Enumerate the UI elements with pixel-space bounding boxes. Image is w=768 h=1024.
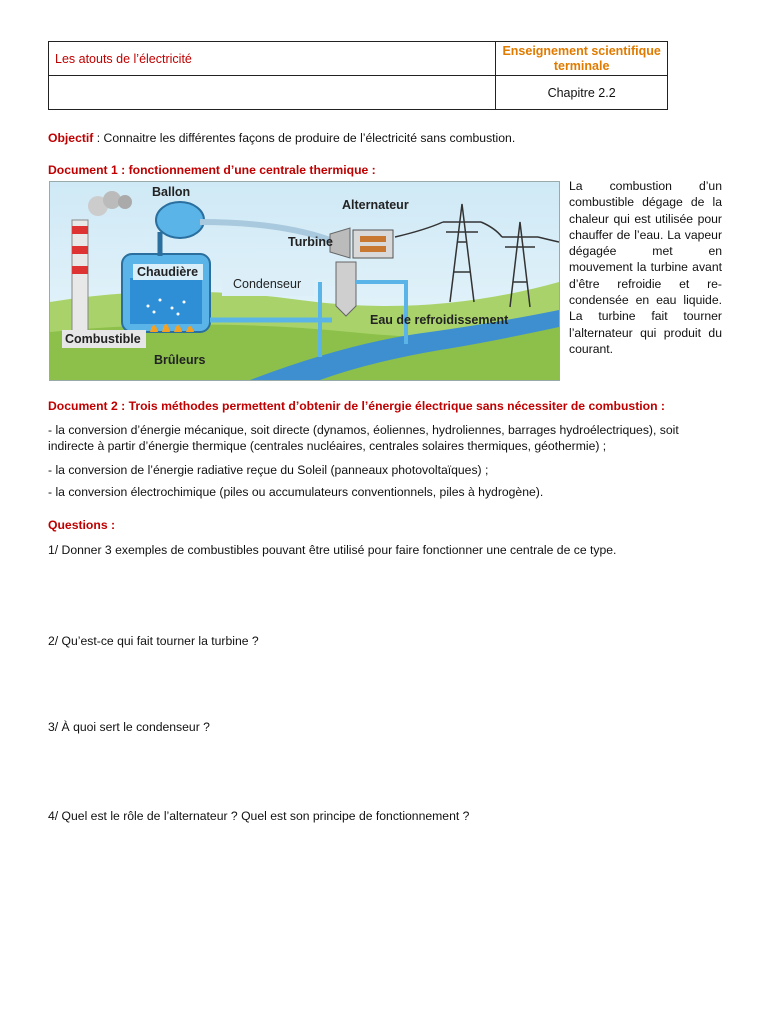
label-combustible: Combustible [65,332,141,346]
document-title: Les atouts de l’électricité [49,42,496,76]
questions-title: Questions : [48,518,116,532]
label-alternateur: Alternateur [342,198,409,212]
chimney [72,220,88,340]
thermal-plant-diagram [49,181,560,381]
chapter-label: Chapitre 2.2 [496,76,668,110]
doc1-title: Document 1 : fonctionnement d’une centrale thermique : [48,163,376,177]
doc2-item1-line1: - la conversion d’énergie mécanique, soit directe (dynamos, éoliennes, hydroliennes, barrages hydroélectriques), soit [48,423,679,437]
doc1-description: La combustion d’un combustible dégage de la chaleur qui est utilisée pour chauffer de l’eau. La vapeur dégagée met en mouvement la turbine avant d’être refroidie et re-condensée en eau liquide. La turbine fait tourner l’alternateur qui produit du courant. [569,179,722,356]
diagram-svg [50,182,559,380]
doc2-item3: - la conversion électrochimique (piles ou accumulateurs conventionnels, piles à hydrogène). [48,485,544,499]
objective-label: Objectif [48,131,94,145]
header-table [48,41,668,110]
label-eau: Eau de refroidissement [370,313,509,327]
label-condenseur: Condenseur [233,277,302,291]
ballon [156,202,204,238]
alternator [353,230,393,258]
subject-line-1: Enseignement scientifique [502,43,661,58]
label-turbine: Turbine [288,235,333,249]
label-chaudiere: Chaudière [137,265,199,279]
question-1: 1/ Donner 3 exemples de combustibles pouvant être utilisé pour faire fonctionner une centrale de ce type. [48,543,617,557]
doc2-item2: - la conversion de l’énergie radiative reçue du Soleil (panneaux photovoltaïques) ; [48,463,489,477]
label-ballon: Ballon [152,185,191,199]
label-bruleurs: Brûleurs [154,353,206,367]
objective-line [48,130,515,146]
question-4: 4/ Quel est le rôle de l’alternateur ? Quel est son principe de fonctionnement ? [48,809,470,823]
doc2-item1-line2: indirecte à partir d’énergie thermique (centrales nucléaires, centrales solaires thermiques, géothermie) ; [48,439,607,453]
objective-text: : Connaitre les différentes façons de produire de l’électricité sans combustion. [93,131,516,145]
empty-cell [49,76,496,110]
question-3: 3/ À quoi sert le condenseur ? [48,720,210,734]
subject-line-2: terminale [553,58,610,73]
subject-cell [496,42,668,76]
doc2-title: Document 2 : Trois méthodes permettent d’obtenir de l’énergie électrique sans nécessiter de combustion : [48,399,665,413]
condenser [336,262,356,316]
question-2: 2/ Qu’est-ce qui fait tourner la turbine ? [48,634,259,648]
